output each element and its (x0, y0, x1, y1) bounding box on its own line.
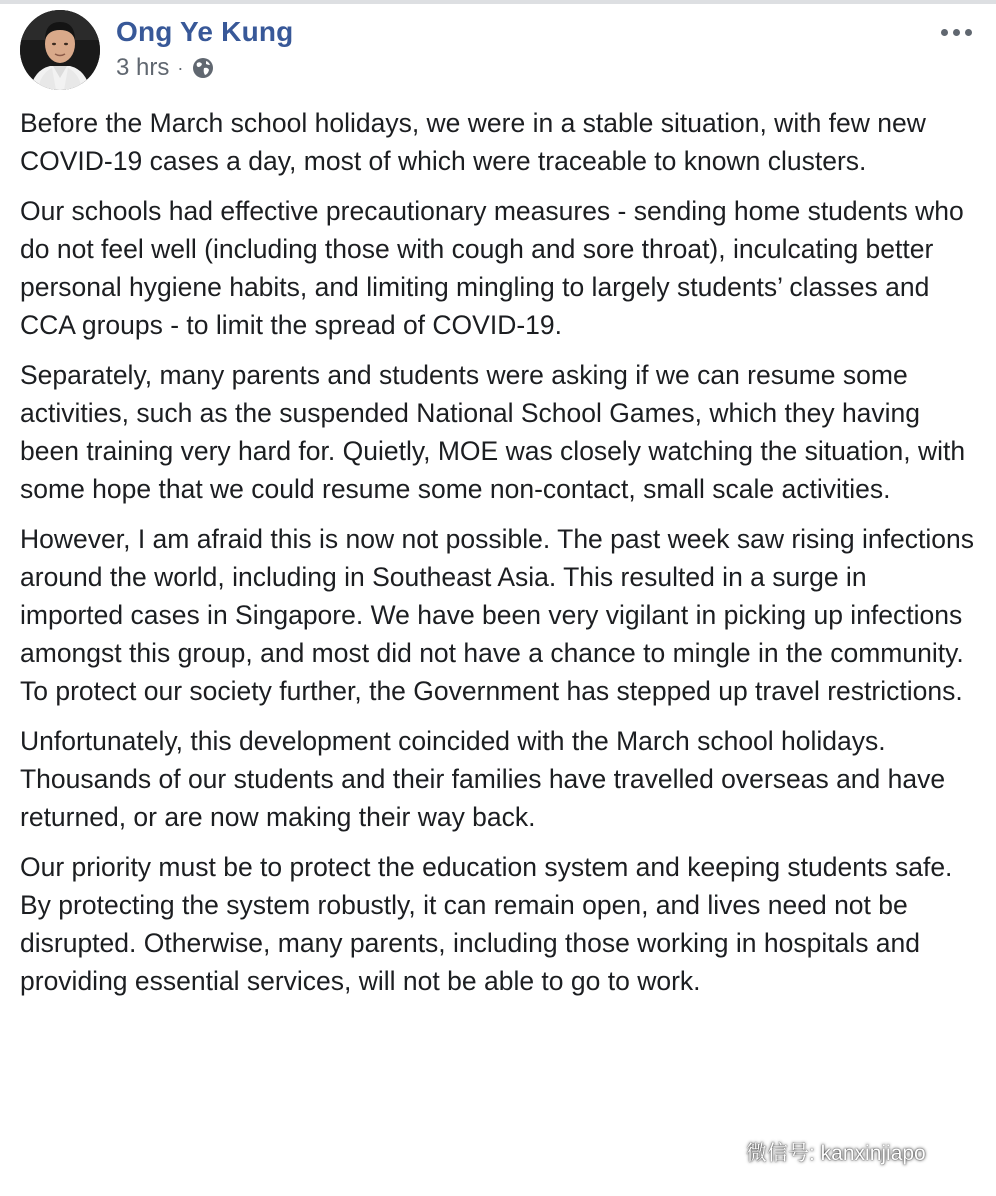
wechat-watermark (698, 1136, 926, 1168)
top-divider (0, 0, 996, 4)
post-paragraph: Before the March school holidays, we were in a stable situation, with few new COVID-19 cases a day, most of which were traceable to known clusters. (20, 108, 926, 176)
post-paragraph: However, I am afraid this is now not possible. The past week saw rising infections around the world, including in Southeast Asia. This resulted in a surge in imported cases in Singapore. We have been very vigilant in picking up infections amongst this group, and most did not have a chance to mingle in the community. To protect our society further, the Government has stepped up travel restrictions. (20, 524, 974, 706)
post-paragraph: Our priority must be to protect the education system and keeping students safe. By protecting the system robustly, it can remain open, and lives need not be disrupted. Otherwise, many parents, including those working in hospitals and providing essential services, will not be able to go to work. (20, 852, 953, 996)
post-paragraph: Our schools had effective precautionary measures - sending home students who do not feel well (including those with cough and sore throat), inculcating better personal hygiene habits, and limiting mingling to largely students’ classes and CCA groups - to limit the spread of COVID-19. (20, 196, 964, 340)
post-body (20, 104, 975, 1012)
post-timestamp[interactable]: 3 hrs (116, 54, 170, 81)
meta-separator: · (177, 57, 184, 78)
author-avatar[interactable] (20, 10, 100, 90)
wechat-icon (698, 1136, 740, 1168)
globe-icon[interactable] (191, 56, 215, 80)
post-paragraph: Separately, many parents and students were asking if we can resume some activities, such as the suspended National School Games, which they having been training very hard for. Quietly, MOE was closely watching the situation, with some hope that we could resume some non-contact, small scale activities. (20, 360, 966, 504)
watermark-text: 微信号: kanxinjiapo (746, 1142, 926, 1165)
post-header (20, 10, 976, 90)
post-meta (116, 54, 215, 82)
avatar-photo (20, 10, 100, 90)
author-name-link[interactable]: Ong Ye Kung (116, 16, 294, 47)
post-paragraph: Unfortunately, this development coincided with the March school holidays. Thousands of our students and their families have travelled overseas and have returned, or are now making their way back. (20, 726, 946, 832)
more-options-icon[interactable] (936, 20, 976, 44)
